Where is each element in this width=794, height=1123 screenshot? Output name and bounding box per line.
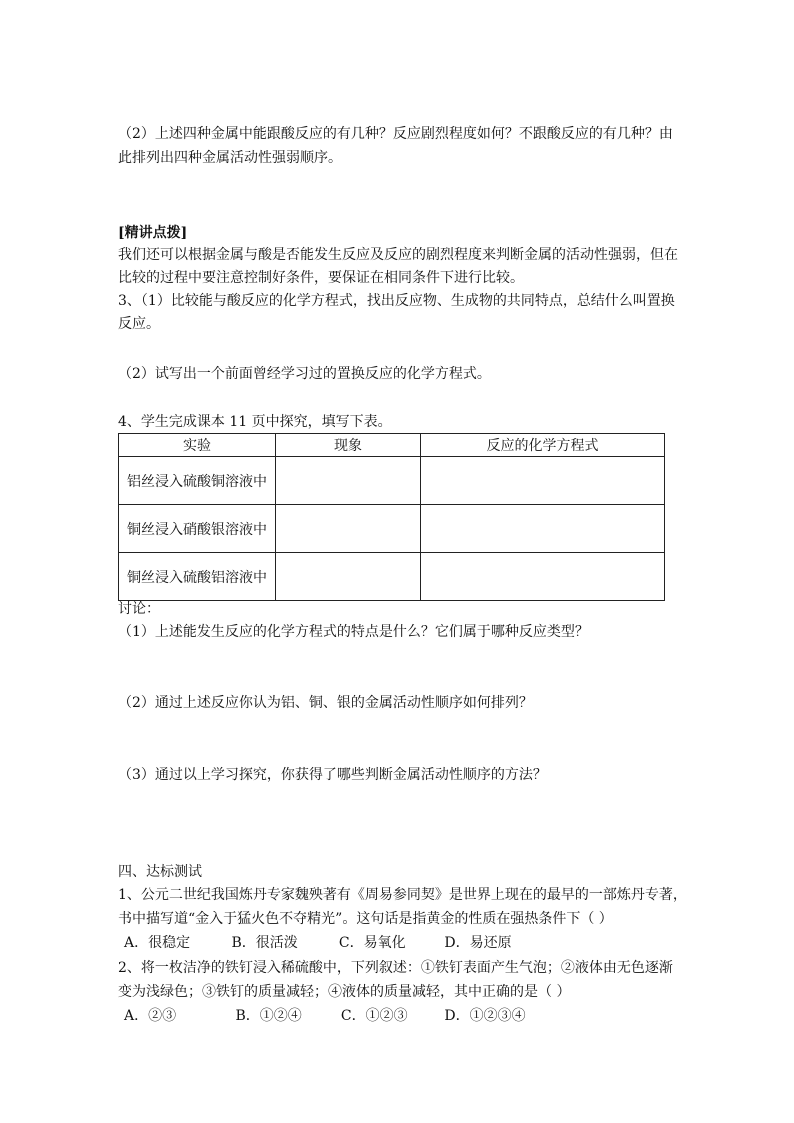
q3-2: （2）试写出一个前面曾经学习过的置换反应的化学方程式。 — [118, 366, 491, 382]
experiment-cell: 铜丝浸入硫酸铝溶液中 — [119, 553, 276, 601]
test-2-line-1: 2、将一枚洁净的铁钉浸入稀硫酸中，下列叙述：①铁钉表面产生气泡；②液体由无色逐渐 — [118, 960, 673, 976]
header-equation: 反应的化学方程式 — [421, 434, 665, 457]
experiment-cell: 铜丝浸入硝酸银溶液中 — [119, 505, 276, 553]
experiment-cell: 铝丝浸入硫酸铜溶液中 — [119, 457, 276, 505]
tip-heading: [精讲点拨] — [118, 225, 188, 241]
test-1-line-2: 书中描写道“金入于猛火色不夺精光”。这句话是指黄金的性质在强热条件下（ ） — [118, 911, 613, 927]
test-2-options — [124, 1006, 684, 1026]
q3-1-line-1: 3、（1）比较能与酸反应的化学方程式，找出反应物、生成物的共同特点，总结什么叫置换 — [118, 293, 675, 309]
q4: 4、学生完成课本 11 页中探究，填写下表。 — [118, 414, 392, 430]
option-c[interactable]: C．易氧化 — [338, 935, 406, 951]
header-phenomenon: 现象 — [276, 434, 421, 457]
option-c[interactable]: C．①②③ — [340, 1008, 408, 1024]
test-1-line-1: 1、公元二世纪我国炼丹专家魏殃著有《周易参同契》是世界上现在的最早的一部炼丹专著， — [118, 887, 687, 903]
phenomenon-cell[interactable] — [276, 553, 421, 601]
discussion-1: （1）上述能发生反应的化学方程式的特点是什么？它们属于哪种反应类型？ — [118, 624, 589, 640]
equation-cell[interactable] — [421, 553, 665, 601]
equation-cell[interactable] — [421, 505, 665, 553]
option-d[interactable]: D．①②③④ — [444, 1008, 526, 1024]
option-d[interactable]: D．易还原 — [444, 935, 512, 951]
q2-line-1: （2）上述四种金属中能跟酸反应的有几种？反应剧烈程度如何？不跟酸反应的有几种？由 — [118, 126, 673, 142]
q2-line-2: 此排列出四种金属活动性强弱顺序。 — [118, 150, 342, 166]
test-2-line-2: 变为浅绿色；③铁钉的质量减轻；④液体的质量减轻，其中正确的是（ ） — [118, 984, 571, 1000]
discussion-3: （3）通过以上学习探究，你获得了哪些判断金属活动性顺序的方法？ — [118, 767, 547, 783]
equation-cell[interactable] — [421, 457, 665, 505]
phenomenon-cell[interactable] — [276, 457, 421, 505]
q3-1-line-2: 反应。 — [118, 316, 160, 332]
test-1-options — [124, 933, 684, 953]
header-experiment: 实验 — [119, 434, 276, 457]
experiment-table — [118, 433, 665, 601]
phenomenon-cell[interactable] — [276, 505, 421, 553]
discussion-2: （2）通过上述反应你认为铝、铜、银的金属活动性顺序如何排列？ — [118, 695, 533, 711]
discussion-label: 讨论： — [118, 601, 160, 617]
tip-line-1: 我们还可以根据金属与酸是否能发生反应及反应的剧烈程度来判断金属的活动性强弱，但在 — [118, 247, 678, 263]
table-row — [119, 457, 665, 505]
table-row — [119, 553, 665, 601]
option-b[interactable]: B．很活泼 — [231, 935, 298, 951]
table-row — [119, 505, 665, 553]
table-header-row — [119, 434, 665, 457]
option-b[interactable]: B．①②④ — [235, 1008, 302, 1024]
option-a[interactable]: A．很稳定 — [124, 935, 191, 951]
section-4-title: 四、达标测试 — [118, 864, 202, 880]
option-a[interactable]: A．②③ — [124, 1008, 177, 1024]
tip-line-2: 比较的过程中要注意控制好条件，要保证在相同条件下进行比较。 — [118, 270, 524, 286]
